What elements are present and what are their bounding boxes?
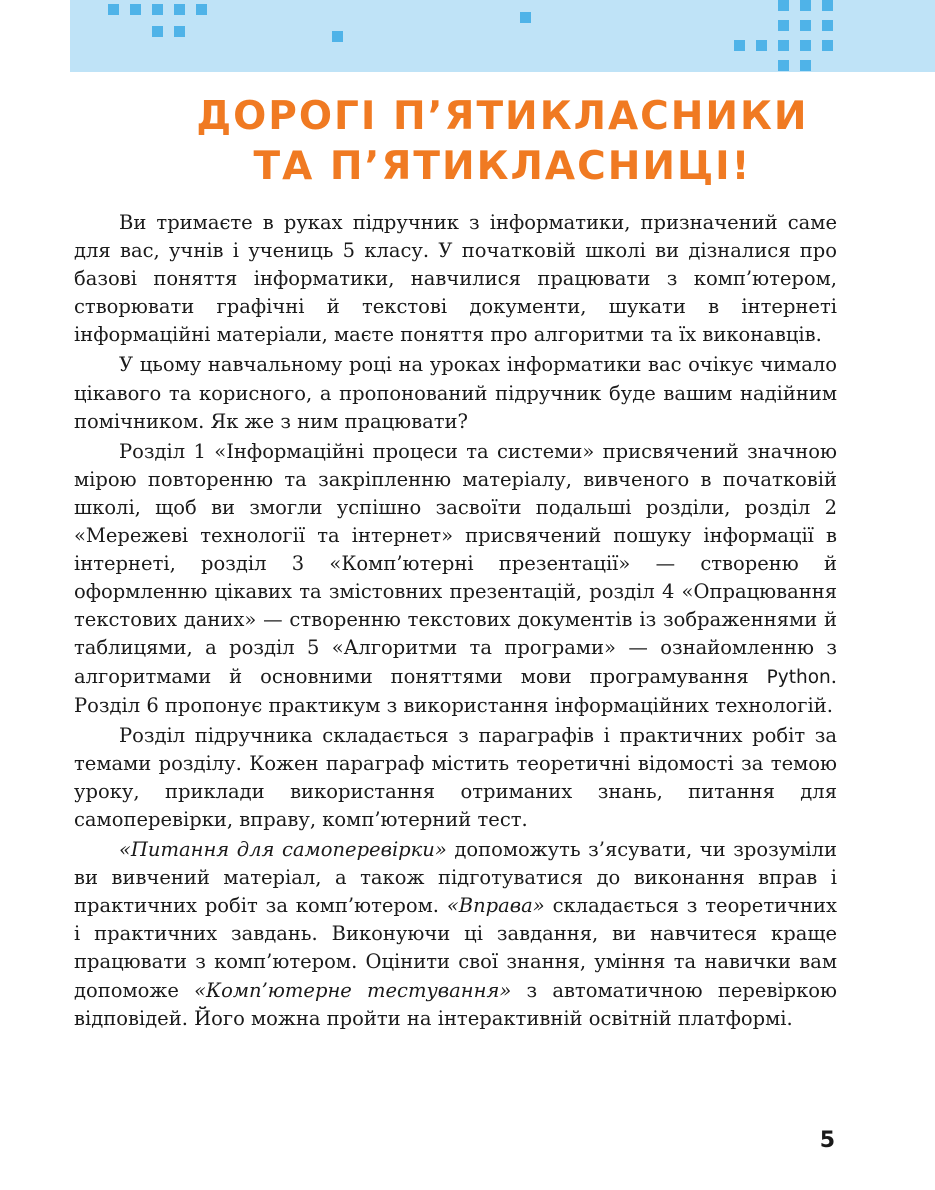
- decor-square: [174, 4, 185, 15]
- decor-square: [800, 20, 811, 31]
- paragraph-self-check: [74, 836, 837, 1033]
- body-text: [74, 209, 837, 1033]
- decor-square: [130, 4, 141, 15]
- decor-square: [734, 40, 745, 51]
- self-check-text-a: допоможуть з’ясувати, чи зрозуміли ви вивчений матеріал, а також підготуватися до виконання вправ і практичних робіт за комп’ютером.: [74, 838, 837, 918]
- sections-text-a: Розділ 1 «Інформаційні процеси та системи» присвячений значною мірою повторенню та закріпленню матеріалу, вивченого в початковій школі, щоб ви змогли успішно засвоїти подальші розділи, розділ 2 «Мережеві технології та інтернет» присвячений пошуку інформації в інтернеті, розділ 3 «Комп’ютерні презентації» — створеню й оформленню цікавих та змістовних презентацій, розділ 4 «Опрацювання текстових даних» — створенню текстових документів із зображеннями й таблицями, а розділ 5 «Алгоритми та програми» — ознайомленню з алгоритмами й основними поняттями мови програмування: [74, 439, 837, 688]
- decor-square: [108, 4, 119, 15]
- exercise-term: «Вправа»: [446, 894, 545, 918]
- self-check-text-b: складається з теоретичних і практичних завдань. Виконуючи ці завдання, ви навчитеся краще працювати з комп’ютером. Оцінити свої знання, уміння та навички вам допоможе: [74, 894, 837, 1002]
- decor-square: [800, 40, 811, 51]
- python-term: Python: [766, 666, 831, 688]
- decor-square: [800, 0, 811, 11]
- decor-square: [152, 26, 163, 37]
- paragraph-sections: [74, 438, 837, 720]
- decor-square: [778, 60, 789, 71]
- paragraph-intro: Ви тримаєте в руках підручник з інформатики, призначений саме для вас, учнів і учениць 5 класу. У початковій школі ви дізналися про базові поняття інформатики, навчилися працювати з комп’ютером, створювати графічні й текстові документи, шукати в інтернеті інформаційні матеріали, маєте поняття про алгоритми та їх виконавців.: [74, 211, 837, 347]
- page-title: [70, 92, 935, 192]
- decor-square: [822, 0, 833, 11]
- paragraph-this-year: У цьому навчальному році на уроках інформатики вас очікує чимало цікавого та корисного, а пропонований підручник буде вашим надійним помічником. Як же з ним працювати?: [74, 353, 837, 433]
- decor-square: [778, 20, 789, 31]
- decor-square: [822, 20, 833, 31]
- title-line-1: ДОРОГІ П’ЯТИКЛАСНИКИ: [196, 94, 809, 139]
- decor-square: [152, 4, 163, 15]
- self-check-text-c: з автоматичною перевіркою відповідей. Його можна пройти на інтерактивній освітній платформі.: [74, 978, 837, 1030]
- decor-square: [756, 40, 767, 51]
- decor-square: [822, 40, 833, 51]
- title-line-2: ТА П’ЯТИКЛАСНИЦІ!: [253, 144, 752, 189]
- paragraph-structure: Розділ підручника складається з параграфів і практичних робіт за темами розділу. Кожен параграф містить теоретичні відомості за темою уроку, приклади використання отриманих знань, питання для самоперевірки, вправу, комп’ютерний тест.: [74, 723, 837, 831]
- sections-text-b: . Розділ 6 пропонує практикум з використання інформаційних технологій.: [74, 664, 837, 717]
- decor-square: [196, 4, 207, 15]
- decor-square: [332, 31, 343, 42]
- decor-square: [174, 26, 185, 37]
- decor-square: [778, 0, 789, 11]
- computer-test-term: «Комп’ютерне тестування»: [194, 978, 512, 1002]
- decor-square: [778, 40, 789, 51]
- self-check-term: «Питання для самоперевірки»: [119, 838, 447, 862]
- page-number: 5: [819, 1128, 835, 1153]
- decor-square: [520, 12, 531, 23]
- decor-square: [800, 60, 811, 71]
